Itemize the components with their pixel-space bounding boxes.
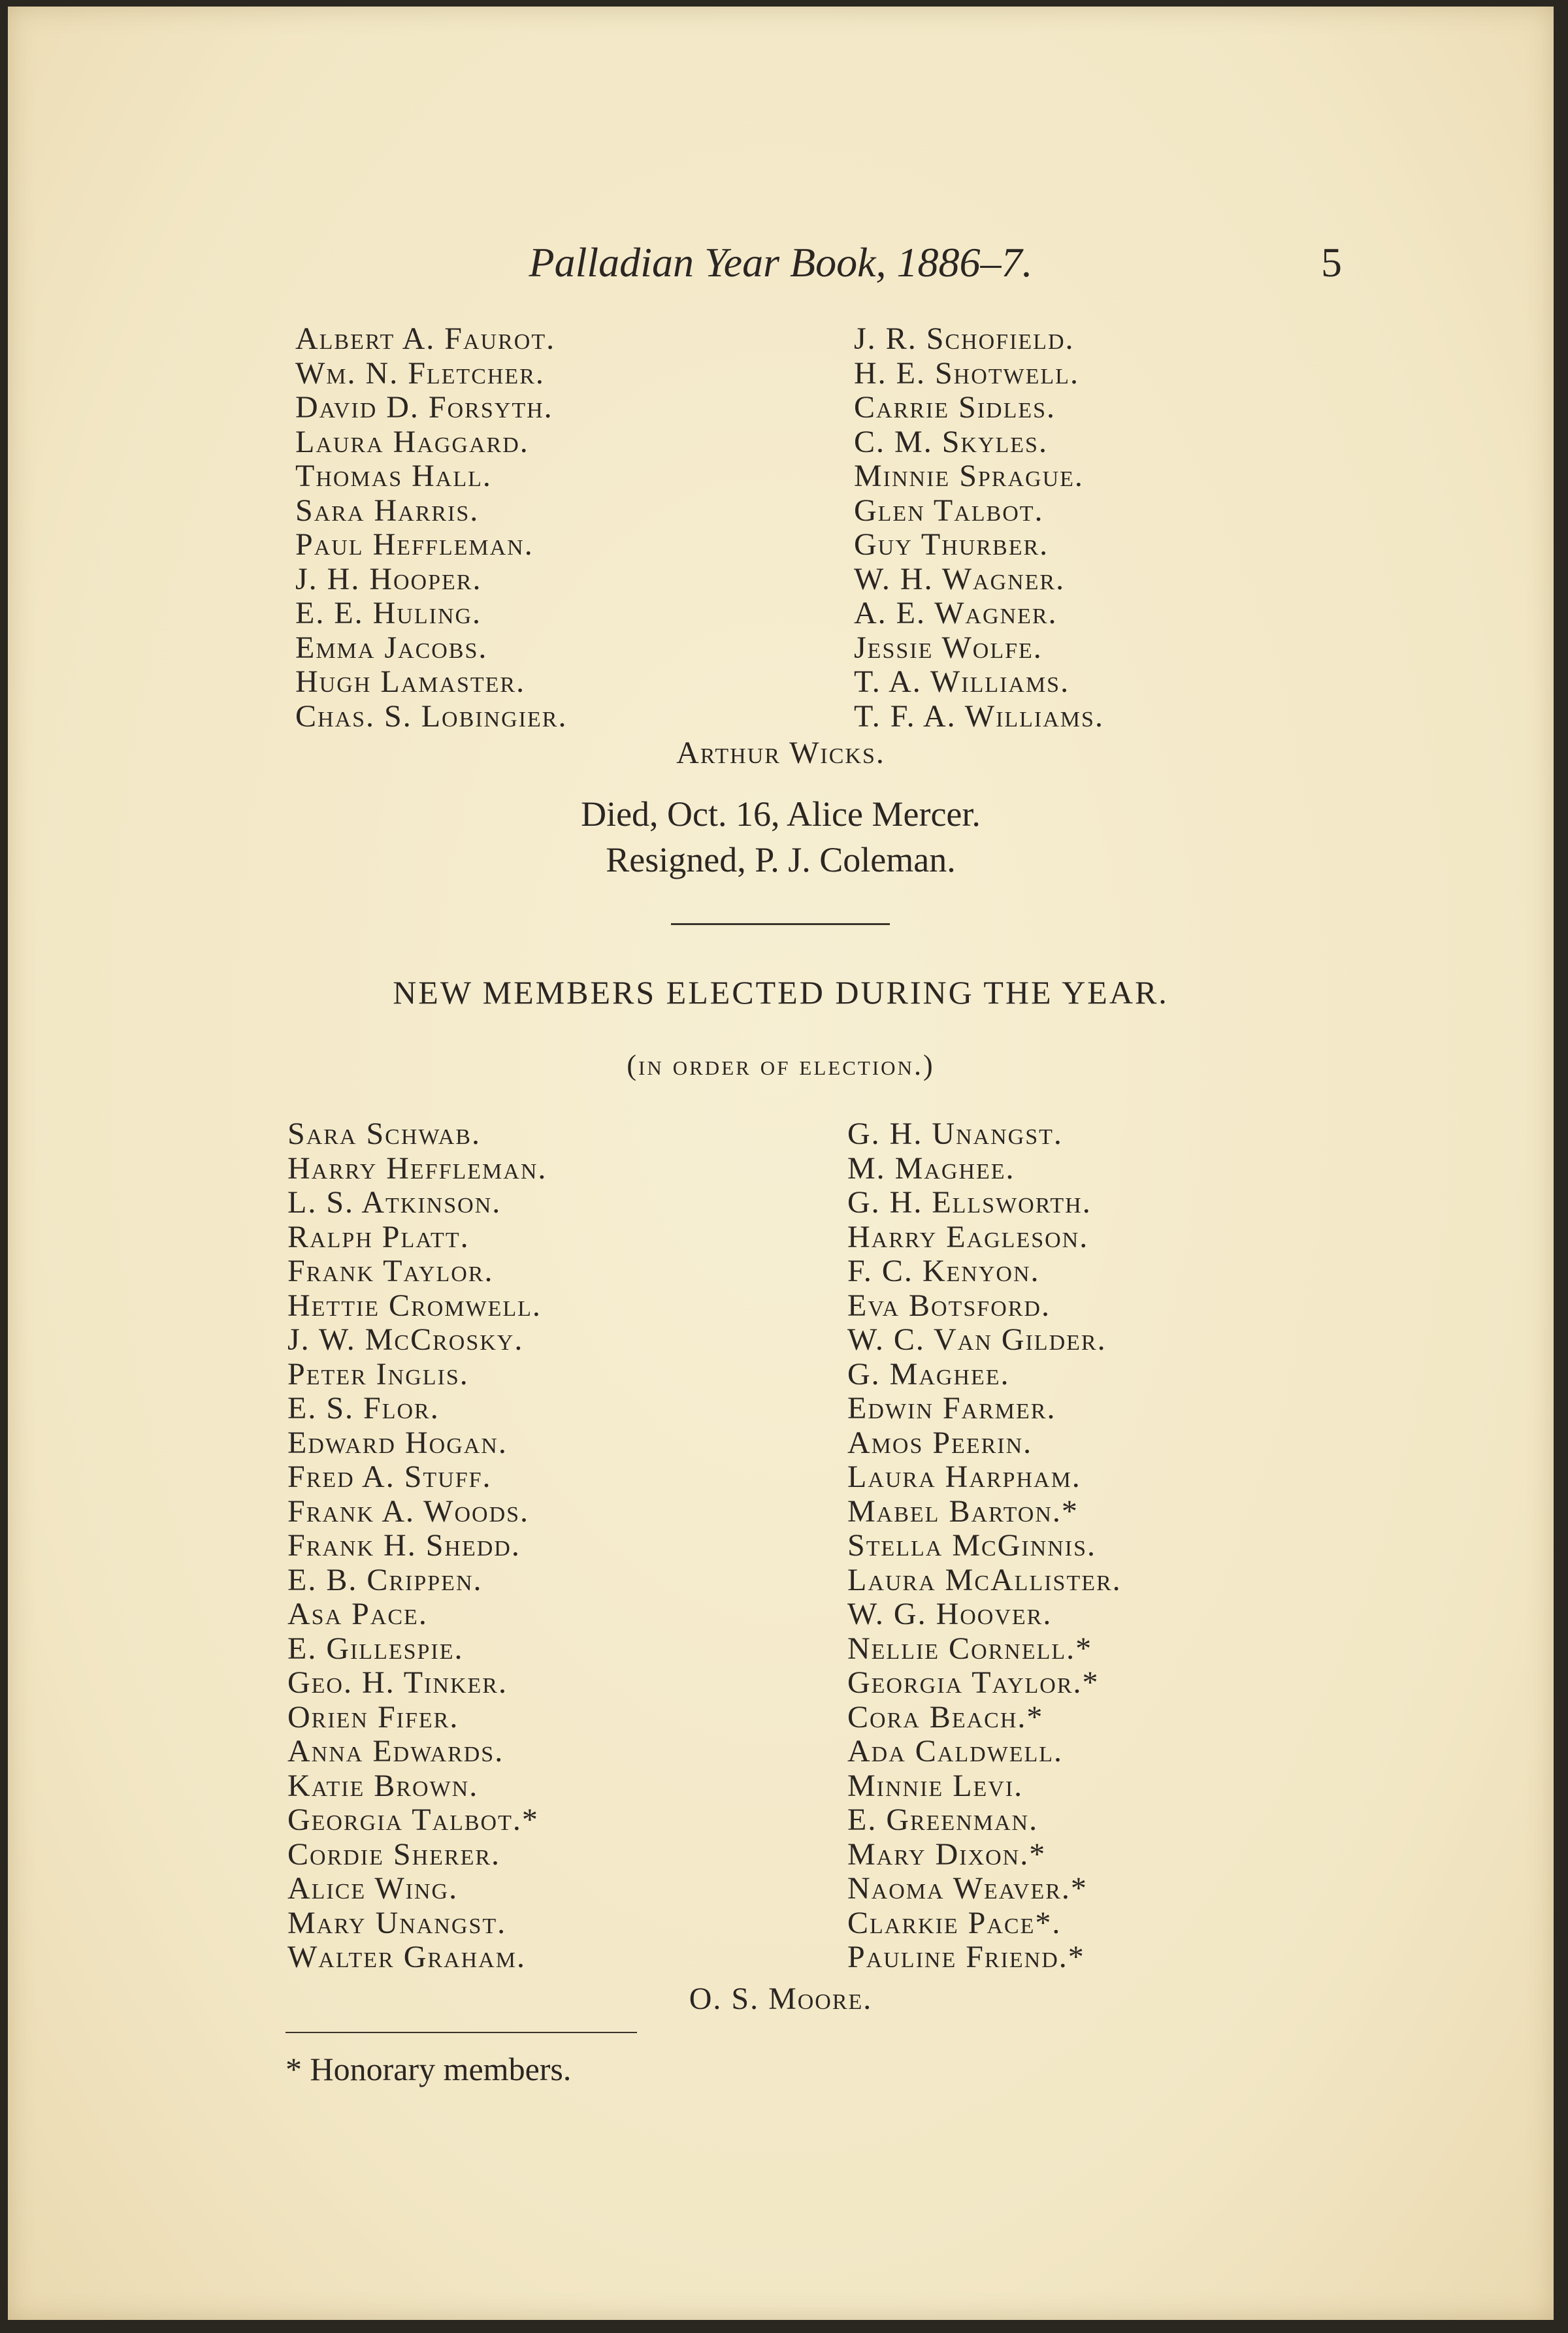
new-member-name: Georgia Taylor.*: [847, 1665, 1100, 1700]
new-member-name-centered: O. S. Moore.: [689, 1982, 873, 2016]
new-member-name: Harry Eagleson.: [847, 1219, 1089, 1254]
member-name: Guy Thurber.: [854, 527, 1049, 562]
new-member-name: Mary Dixon.*: [847, 1836, 1047, 1872]
new-member-name: Naoma Weaver.*: [847, 1871, 1088, 1906]
new-member-name: Asa Pace.: [287, 1597, 428, 1631]
member-name: Chas. S. Lobingier.: [295, 698, 568, 734]
member-name: J. H. Hooper.: [295, 561, 482, 596]
member-name: T. F. A. Williams.: [854, 698, 1104, 734]
new-member-name: Geo. H. Tinker.: [287, 1665, 508, 1700]
member-name: Wm. N. Fletcher.: [295, 355, 545, 391]
member-name: W. H. Wagner.: [854, 561, 1066, 596]
new-member-name: Stella McGinnis.: [847, 1528, 1097, 1563]
member-name: Laura Haggard.: [295, 424, 529, 459]
new-member-name: Frank Taylor.: [287, 1254, 494, 1288]
member-name: A. E. Wagner.: [854, 596, 1058, 630]
new-member-name: Edwin Farmer.: [847, 1391, 1056, 1426]
new-member-name: E. S. Flor.: [287, 1391, 440, 1426]
new-member-name: L. S. Atkinson.: [287, 1185, 502, 1220]
new-member-name: Georgia Talbot.*: [287, 1803, 539, 1837]
new-member-name: Alice Wing.: [287, 1871, 459, 1906]
resigned-note: Resigned, P. J. Coleman.: [606, 840, 956, 879]
member-name: H. E. Shotwell.: [854, 355, 1079, 391]
members-left-column: [295, 322, 567, 734]
new-member-name: E. Greenman.: [847, 1803, 1039, 1837]
member-name: Thomas Hall.: [295, 459, 492, 493]
section-divider: [671, 923, 890, 925]
new-members-heading: NEW MEMBERS ELECTED DURING THE YEAR.: [393, 974, 1169, 1011]
new-member-name: Mary Unangst.: [287, 1905, 507, 1940]
new-member-name: Fred A. Stuff.: [287, 1460, 492, 1494]
new-member-name: Edward Hogan.: [287, 1425, 508, 1460]
new-member-name: E. B. Crippen.: [287, 1562, 483, 1597]
new-member-name: F. C. Kenyon.: [847, 1254, 1040, 1288]
member-name-centered: Arthur Wicks.: [676, 736, 885, 770]
new-member-name: Ada Caldwell.: [847, 1734, 1064, 1769]
new-member-name: M. Maghee.: [847, 1150, 1015, 1186]
member-name: Sara Harris.: [295, 493, 480, 528]
new-member-name: W. G. Hoover.: [847, 1597, 1053, 1631]
died-note: Died, Oct. 16, Alice Mercer.: [581, 794, 981, 834]
member-name: Carrie Sidles.: [854, 390, 1056, 425]
member-name: C. M. Skyles.: [854, 424, 1048, 459]
member-name: Emma Jacobs.: [295, 630, 488, 665]
new-member-name: Minnie Levi.: [847, 1768, 1024, 1803]
new-member-name: Anna Edwards.: [287, 1734, 504, 1769]
new-member-name: G. H. Unangst.: [847, 1117, 1063, 1151]
page-header: [8, 238, 1554, 291]
member-name: E. E. Huling.: [295, 596, 482, 630]
new-member-name: G. Maghee.: [847, 1356, 1010, 1392]
member-name: Paul Heffleman.: [295, 527, 534, 562]
page: [8, 7, 1554, 2320]
members-right-column: [854, 322, 1104, 734]
new-member-name: Eva Botsford.: [847, 1288, 1051, 1323]
running-title: Palladian Year Book, 1886–7.: [529, 239, 1033, 286]
member-name: Hugh Lamaster.: [295, 664, 526, 699]
new-member-name: G. H. Ellsworth.: [847, 1185, 1092, 1220]
member-name: Glen Talbot.: [854, 493, 1044, 528]
member-name: Minnie Sprague.: [854, 459, 1084, 493]
new-member-name: W. C. Van Gilder.: [847, 1322, 1107, 1357]
new-member-name: Katie Brown.: [287, 1768, 479, 1803]
new-member-name: Mabel Barton.*: [847, 1493, 1079, 1529]
member-name: Jessie Wolfe.: [854, 630, 1043, 665]
member-name: J. R. Schofield.: [854, 321, 1075, 356]
new-members-right-column: [847, 1117, 1122, 1975]
new-member-name: Walter Graham.: [287, 1940, 526, 1974]
new-member-name: Amos Peerin.: [847, 1425, 1033, 1460]
new-member-name: Peter Inglis.: [287, 1356, 469, 1392]
new-member-name: Orien Fifer.: [287, 1699, 459, 1735]
new-member-name: Nellie Cornell.*: [847, 1631, 1093, 1666]
member-name: Albert A. Faurot.: [295, 321, 556, 356]
member-name: David D. Forsyth.: [295, 390, 553, 425]
new-member-name: Frank A. Woods.: [287, 1493, 530, 1529]
new-members-left-column: [287, 1117, 547, 1975]
new-member-name: Hettie Cromwell.: [287, 1288, 542, 1323]
footnote: * Honorary members.: [286, 2051, 572, 2087]
new-member-name: Clarkie Pace*.: [847, 1905, 1062, 1940]
footnote-rule: [286, 2032, 637, 2033]
new-member-name: Laura McAllister.: [847, 1562, 1122, 1597]
new-member-name: Ralph Platt.: [287, 1219, 470, 1254]
new-member-name: Cora Beach.*: [847, 1699, 1044, 1735]
page-number: 5: [1321, 239, 1342, 286]
new-member-name: J. W. McCrosky.: [287, 1322, 524, 1357]
new-member-name: Laura Harpham.: [847, 1460, 1081, 1494]
new-member-name: Harry Heffleman.: [287, 1150, 547, 1186]
new-member-name: Sara Schwab.: [287, 1117, 481, 1151]
new-member-name: E. Gillespie.: [287, 1631, 464, 1666]
new-member-name: Frank H. Shedd.: [287, 1528, 521, 1563]
member-name: T. A. Williams.: [854, 664, 1070, 699]
new-member-name: Cordie Sherer.: [287, 1836, 501, 1872]
new-member-name: Pauline Friend.*: [847, 1940, 1085, 1974]
new-members-subheading: (in order of election.): [627, 1049, 935, 1081]
